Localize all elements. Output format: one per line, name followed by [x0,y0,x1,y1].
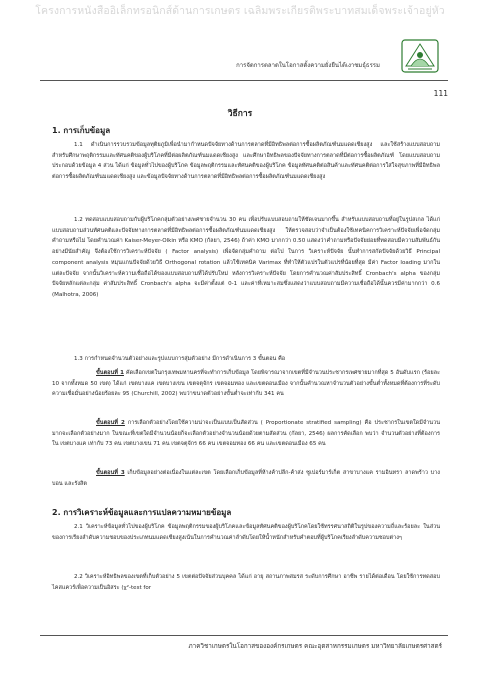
paragraph-1-2: 1.2 ทดสอบแบบสอบถามกับผู้บริโภคกลุ่มตัวอย่างเพศชายจำนวน 30 คน เพื่อปรับแบบสอบถามให้ชัดเจนมากขึ้น สำหรับแบบสอบถามที่อยู่ในรูปสเกล ได้แก่ แบบสอบถามส่วนทัศนคติและปัจจัยทางการตลาดที่มีอิทธิพลต่อการซื้อผลิตภัณฑ์นมแดดเชียงสูง ให้ตรวจสอบว่าจำเป็นต้องใช้เทคนิคการวิเคราะห์ปัจจัยเพื่อจัดกลุ่มคำถามหรือไม่ โดยคำนวณค่า Kaiser-Meyer-Olkin หรือ KMO (กัลยา, 2546) ถ้าค่า KMO มากกว่า 0.50 แสดงว่าคำถามหรือปัจจัยย่อยที่ทดสอบมีความสัมพันธ์กันอย่างมีนัยสำคัญ จึงต้องใช้การวิเคราะห์ปัจจัย ( Factor analysis) เพื่อจัดกลุ่มคำถาม ต่อไป ในการ วิเคราะห์ปัจจัย นั้นทำการสกัดปัจจัยด้วยวิธี Principal component analysis หมุนแกนปัจจัยด้วยวิธี Orthogonal rotation แล้วใช้เทคนิค Varimax ที่ทำให้ตัวแปรในตัวแปรที่น้อยที่สุด มีค่า Factor loading มากในแต่ละปัจจัย จากนั้นวิเคราะห์ความเชื่อถือได้ของแบบสอบถามที่ได้ปรับใหม่ หลังการวิเคราะห์ปัจจัย โดยการคำนวณค่าสัมประสิทธิ์ Cronbach's alpha ของกลุ่มปัจจัยหลักแต่ละกลุ่ม ค่าสัมประสิทธิ์ Cronbach's alpha จะมีค่าตั้งแต่ 0-1 และค่าที่เหมาะสมซึ่งแสดงว่าแบบสอบถามมีความเชื่อถือได้นั้นควรมีค่ามากกว่า 0.6 (Malhotra, 2006) [52,217,440,298]
watermark-banner: โครงการหนังสืออิเล็กทรอนิกส์ด้านการเกษตร เฉลิมพระเกียรติพระบาทสมเด็จพระเจ้าอยู่หัว [35,5,445,17]
step-3-label: ขั้นตอนที่ 3 [96,470,125,476]
heading-data-collection: 1. การเก็บข้อมูล [52,126,111,135]
paragraph-step-3 [52,468,440,489]
footer-divider [40,635,448,636]
header-title: การจัดการตลาดในโอกาสตั้งความยั่งยืนได้เงาชมธุ์ธรรม [236,62,380,69]
paragraph-1-3: 1.3 การกำหนดจำนวนตัวอย่างและรูปแบบการสุ่มตัวอย่าง มีการดำเนินการ 3 ขั้นตอน คือ [74,356,286,362]
page-number: 111 [433,89,448,98]
paragraph-step-1 [52,368,440,400]
step-1-label: ขั้นตอนที่ 1 [96,370,124,376]
heading-data-analysis: 2. การวิเคราะห์ข้อมูลและการแปลความหมายข้อมูล [52,508,232,517]
step-1-text: คัดเลือกเขตในกรุงเทพมหานครที่จะทำการเก็บข้อมูล โดยพิจารณาจากเขตที่มีจำนวนประชากรเพศชายมากที่สุด 5 อันดับแรก (ร้อยละ 10 จากทั้งหมด 50 เขต) ได้แก่ เขตบางแค เขตบางเขน เขตจตุจักร เขตจอมทอง และเขตดอนเมือง จากนั้นคำนวณหาจำนวนตัวอย่างขั้นต่ำทั้งหมดที่ต้องการที่ระดับความเชื่อมั่นอย่างน้อยร้อยละ 95 (Churchill, 2002) พบว่าขนาดตัวอย่างขั้นต่ำจะเท่ากับ 341 คน [52,370,440,398]
university-seal-logo [400,38,440,74]
step-2-text: การเลือกตัวอย่างโดยใช้ความน่าจะเป็นแบบเป็นสัดส่วน ( Proportionate stratified sampling) คือ ประชากรในเขตใดมีจำนวนมากจะเลือกตัวอย่างมาก ในขณะที่เขตใดมีจำนวนน้อยก็จะเลือกตัวอย่างจำนวนน้อยด้วยตามสัดส่วน (กัลยา, 2546) ผลการคัดเลือก พบว่า จำนวนตัวอย่างที่ต้องการใน เขตบางแค เท่ากับ 73 คน เขตบางเขน 71 คน เขตจตุจักร 66 คน เขตจอมทอง 66 คน และเขตดอนเมือง 65 คน [52,420,440,448]
paragraph-step-2 [52,418,440,450]
step-2-label: ขั้นตอนที่ 2 [96,420,125,426]
step-3-text: เก็บข้อมูลอย่างต่อเนื่องในแต่ละเขต โดยเลือกเก็บข้อมูลที่ห้างค้าปลีก-ค้าส่ง ซูเปอร์มาร์เก็ต สาขาบางแค รามอินทรา ลาดพร้าว บางบอน และรังสิต [52,470,440,487]
paragraph-2-2: 2.2 วิเคราะห์อิทธิพลของเขตที่เก็บตัวอย่าง 5 เขตต่อปัจจัยส่วนบุคคล ได้แก่ อายุ สถานภาพสมรส ระดับการศึกษา อาชีพ รายได้ต่อเดือน โดยใช้การทดสอบไคสแควร์เพื่อความเป็นอิสระ (χ²-test for [52,574,440,591]
page-header [40,36,448,78]
page-footer: ภาควิชาเกษตรในโอกาสขององค์กรเกษตร คณะอุตสาหกรรมเกษตร มหาวิทยาลัยเกษตรศาสตร์ [188,643,442,650]
section-title: วิธีการ [227,109,253,119]
paragraph-1-1: 1.1 ดำเนินการรวบรวมข้อมูลทุติยภูมิเพื่อนำมากำหนดปัจจัยทางด้านการตลาดที่มีอิทธิพลต่อการซื้อผลิตภัณฑ์นมแดดเชียงสูง และใช้สร้างแบบสอบถามสำหรับศึกษาพฤติกรรมและทัศนคติของผู้บริโภคที่มีต่อผลิตภัณฑ์นมแดดเชียงสูง และศึกษาอิทธิพลของปัจจัยทางการตลาดที่มีต่อการซื้อผลิตภัณฑ์ โดยแบบสอบถามประกอบด้วยข้อมูล 4 ส่วน ได้แก่ ข้อมูลทั่วไปของผู้บริโภค ข้อมูลพฤติกรรมและทัศนคติของผู้บริโภค ข้อมูลทัศนคติต่อสินค้าและทัศนคติต่อการใส่ใจสุขภาพที่มีอิทธิพลต่อการซื้อผลิตภัณฑ์นมแดดเชียงสูง และข้อมูลปัจจัยทางด้านการตลาดที่มีอิทธิพลต่อการซื้อผลิตภัณฑ์นมแดดเชียงสูง [52,142,440,181]
header-divider [40,80,448,81]
paragraph-2-1: 2.1 วิเคราะห์ข้อมูลทั่วไปของผู้บริโภค ข้อมูลพฤติกรรมของผู้บริโภคและข้อมูลทัศนคติของผู้บริโภคโดยใช้ทรรศนาสถิติในรูปของความถี่และร้อยละ ในส่วนของการเรียงลำดับความชอบของประเภทนมแดดเชียงสูงเน้นในการคำนวณค่าลำดับโดยให้น้ำหนักสำหรับคำตอบที่ผู้บริโภคเรียงลำดับความชอบต่างๆ [52,524,440,541]
